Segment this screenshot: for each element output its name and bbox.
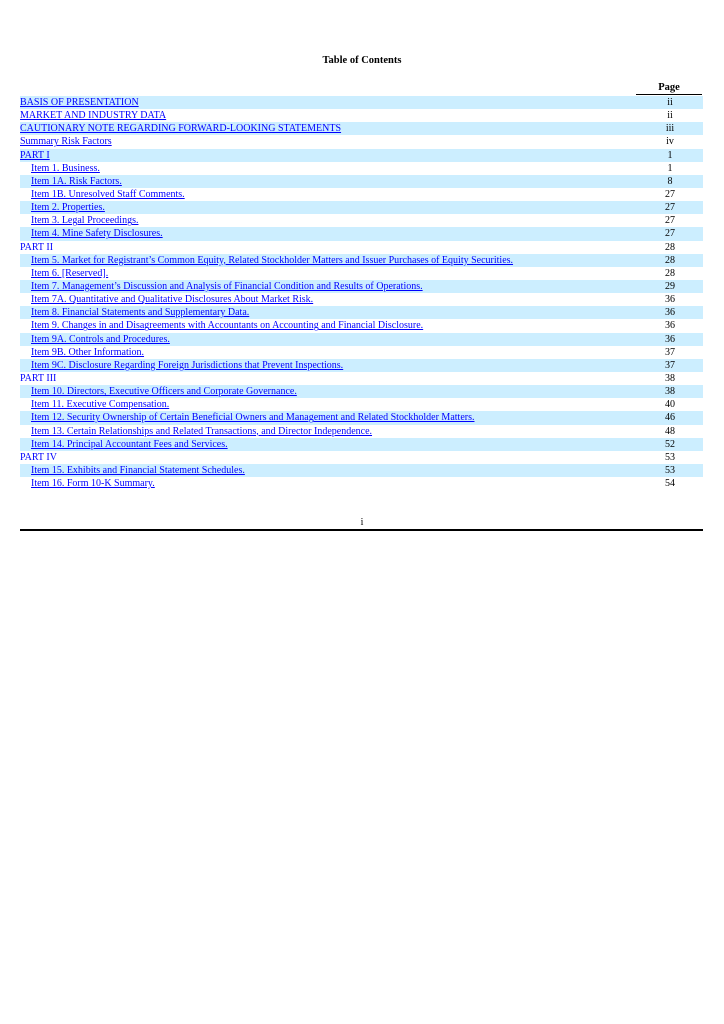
toc-page-number: 40 [665, 399, 675, 411]
toc-page-number: 54 [665, 478, 675, 490]
toc-row [20, 425, 703, 438]
toc-row [20, 293, 703, 306]
toc-row [20, 464, 703, 477]
toc-row [20, 385, 703, 398]
toc-entry-link[interactable]: Item 1A. Risk Factors. [31, 175, 122, 187]
toc-entry-link[interactable]: Item 3. Legal Proceedings. [31, 215, 139, 227]
toc-row [20, 319, 703, 332]
toc-row [20, 201, 703, 214]
toc-entry-link[interactable]: Item 13. Certain Relationships and Related Transactions, and Director Independence. [31, 425, 373, 437]
toc-row [20, 188, 703, 201]
toc-entry-link[interactable]: Item 10. Directors, Executive Officers and Corporate Governance. [31, 386, 297, 398]
toc-page-number: 28 [665, 254, 675, 266]
toc-row [20, 398, 703, 411]
toc-entry-link[interactable]: Item 12. Security Ownership of Certain Beneficial Owners and Management and Related Stockholder Matters. [31, 412, 475, 424]
toc-row [20, 254, 703, 267]
toc-page-number: 28 [665, 267, 675, 279]
toc-entry-link[interactable]: MARKET AND INDUSTRY DATA [20, 110, 167, 122]
toc-row [20, 333, 703, 346]
toc-page-number: 36 [665, 320, 675, 332]
toc-row [20, 135, 703, 148]
toc-row [20, 149, 703, 162]
toc-entry-link[interactable]: PART I [20, 149, 50, 161]
toc-entry-link[interactable]: Item 9B. Other Information. [31, 346, 145, 358]
toc-page-number: 36 [665, 294, 675, 306]
toc-row [20, 477, 703, 490]
toc-row [20, 96, 703, 109]
toc-entry-link[interactable]: BASIS OF PRESENTATION [20, 97, 139, 108]
toc-page-number: 27 [665, 215, 675, 227]
page-column-header: Page [636, 82, 702, 95]
toc-row [20, 359, 703, 372]
toc-entry-link[interactable]: Item 15. Exhibits and Financial Statement Schedules. [31, 464, 245, 476]
toc-entry-link[interactable]: PART II [20, 241, 54, 253]
toc-entry-link[interactable]: Item 16. Form 10-K Summary. [31, 478, 155, 490]
toc-page-number: 37 [665, 359, 675, 371]
toc-entry-link[interactable]: Item 7A. Quantitative and Qualitative Disclosures About Market Risk. [31, 294, 314, 306]
toc-page-number: ii [667, 110, 673, 122]
toc-entry-link[interactable]: Item 4. Mine Safety Disclosures. [31, 228, 163, 240]
toc-row [20, 280, 703, 293]
toc-row [20, 411, 703, 424]
toc-page-number: 53 [665, 451, 675, 463]
toc-row [20, 122, 703, 135]
toc-page-number: 27 [665, 202, 675, 214]
toc-page-number: 27 [665, 228, 675, 240]
toc-entry-link[interactable]: Item 8. Financial Statements and Supplementary Data. [31, 307, 250, 319]
toc-page-number: 36 [665, 333, 675, 345]
toc-page-number: 29 [665, 280, 675, 292]
toc-page-number: 38 [665, 372, 675, 384]
toc-page-number: iv [666, 136, 674, 148]
toc-row [20, 451, 703, 464]
toc-entry-link[interactable]: Item 14. Principal Accountant Fees and Services. [31, 438, 228, 450]
toc-entry-link[interactable]: PART IV [20, 451, 57, 463]
toc-page-number: 53 [665, 464, 675, 476]
toc-page-number: 28 [665, 241, 675, 253]
toc-entry-link[interactable]: Item 1. Business. [31, 162, 100, 174]
table-of-contents [20, 96, 703, 490]
toc-page-number: 46 [665, 412, 675, 424]
toc-entry-link[interactable]: PART III [20, 372, 57, 384]
toc-page-number: 1 [667, 149, 673, 161]
toc-page-number: 1 [667, 162, 673, 174]
footer-page-number: i [360, 517, 364, 528]
toc-page-number: ii [667, 97, 673, 108]
toc-entry-link[interactable]: Item 7. Management’s Discussion and Analysis of Financial Condition and Results of Operations. [31, 280, 423, 292]
toc-page-number: 48 [665, 425, 675, 437]
toc-row [20, 214, 703, 227]
toc-row [20, 175, 703, 188]
toc-entry-link[interactable]: Item 11. Executive Compensation. [31, 399, 170, 411]
toc-entry-link[interactable]: Item 9. Changes in and Disagreements with Accountants on Accounting and Financial Disclosure. [31, 320, 424, 332]
toc-row [20, 241, 703, 254]
toc-entry-link[interactable]: CAUTIONARY NOTE REGARDING FORWARD-LOOKING STATEMENTS [20, 123, 342, 135]
toc-entry-link[interactable]: Item 5. Market for Registrant’s Common Equity, Related Stockholder Matters and Issuer Purchases of Equity Securities. [31, 254, 514, 266]
toc-page-number: 37 [665, 346, 675, 358]
toc-row [20, 109, 703, 122]
toc-page-number: iii [665, 123, 675, 135]
toc-page-number: 52 [665, 438, 675, 450]
toc-entry-link[interactable]: Item 1B. Unresolved Staff Comments. [31, 188, 185, 200]
toc-entry-link[interactable]: Item 9A. Controls and Procedures. [31, 333, 170, 345]
toc-page-number: 8 [667, 175, 673, 187]
toc-entry-link[interactable]: Summary Risk Factors [20, 136, 112, 148]
toc-row [20, 162, 703, 175]
toc-entry-link[interactable]: Item 6. [Reserved]. [31, 267, 109, 279]
footer-divider [20, 529, 703, 531]
toc-row [20, 267, 703, 280]
toc-row [20, 438, 703, 451]
toc-row [20, 306, 703, 319]
toc-row [20, 346, 703, 359]
toc-page-number: 36 [665, 307, 675, 319]
toc-entry-link[interactable]: Item 9C. Disclosure Regarding Foreign Jurisdictions that Prevent Inspections. [31, 359, 344, 371]
document-title: Table of Contents [322, 55, 402, 66]
toc-page-number: 27 [665, 188, 675, 200]
toc-row [20, 227, 703, 240]
toc-page-number: 38 [665, 386, 675, 398]
toc-entry-link[interactable]: Item 2. Properties. [31, 202, 105, 214]
toc-row [20, 372, 703, 385]
